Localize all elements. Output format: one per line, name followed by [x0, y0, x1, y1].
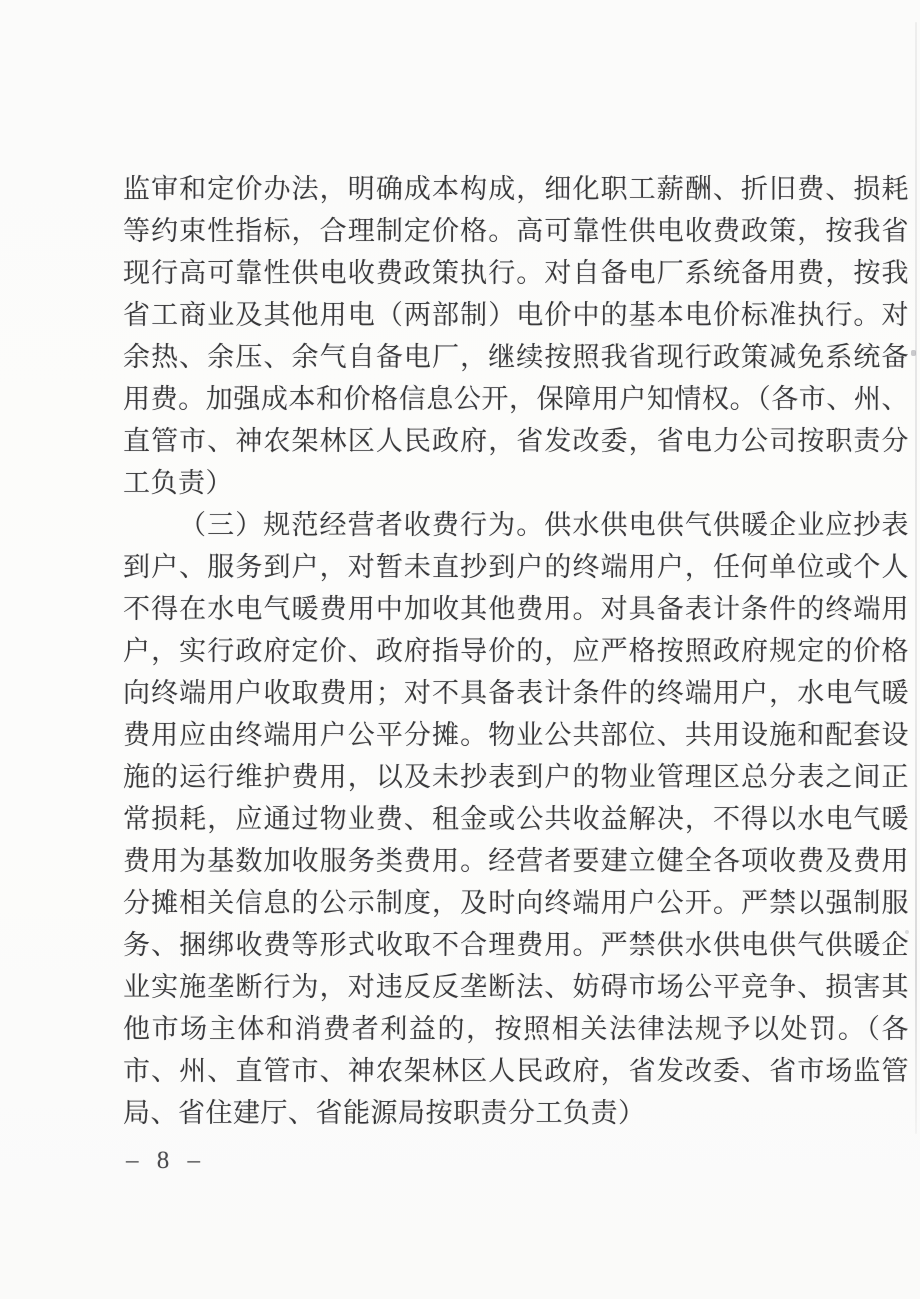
text-line: 现行高可靠性供电收费政策执行。对自备电厂系统备用费，按我	[123, 258, 909, 288]
text-line: 向终端用户收取费用；对不具备表计条件的终端用户，水电气暖	[123, 678, 909, 708]
scan-speck	[905, 930, 909, 934]
text-line: 不得在水电气暖费用中加收其他费用。对具备表计条件的终端用	[123, 594, 909, 624]
scan-edge-artifact	[915, 22, 917, 1134]
text-line: 监审和定价办法，明确成本构成，细化职工薪酬、折旧费、损耗	[123, 174, 909, 204]
paragraph-item-three	[123, 504, 909, 1134]
text-line: 施的运行维护费用，以及未抄表到户的物业管理区总分表之间正	[123, 762, 909, 792]
text-line: 余热、余压、余气自备电厂，继续按照我省现行政策减免系统备	[123, 342, 909, 372]
text-line: 他市场主体和消费者利益的，按照相关法律法规予以处罚。（各	[123, 1014, 909, 1044]
text-line: 省工商业及其他用电（两部制）电价中的基本电价标准执行。对	[123, 300, 909, 330]
text-line: 等约束性指标，合理制定价格。高可靠性供电收费政策，按我省	[123, 216, 909, 246]
text-line: 常损耗，应通过物业费、租金或公共收益解决，不得以水电气暖	[123, 804, 909, 834]
text-line: 工负责）	[123, 468, 233, 498]
text-line: 用费。加强成本和价格信息公开，保障用户知情权。（各市、州、	[123, 384, 909, 414]
text-line: 户，实行政府定价、政府指导价的，应严格按照政府规定的价格	[123, 636, 909, 666]
text-line: 费用为基数加收服务类费用。经营者要建立健全各项收费及费用	[123, 846, 909, 876]
text-line: 分摊相关信息的公示制度，及时向终端用户公开。严禁以强制服	[123, 888, 909, 918]
text-line: 业实施垄断行为，对违反反垄断法、妨碍市场公平竞争、损害其	[123, 972, 909, 1002]
paragraph-continuation	[123, 168, 909, 504]
text-line: 局、省住建厅、省能源局按职责分工负责）	[123, 1098, 646, 1128]
text-line: 务、捆绑收费等形式收取不合理费用。严禁供水供电供气供暖企	[123, 930, 909, 960]
text-line: 费用应由终端用户公平分摊。物业公共部位、共用设施和配套设	[123, 720, 909, 750]
document-body	[123, 168, 909, 1134]
page-number: – 8 –	[126, 1147, 202, 1174]
text-line: 直管市、神农架林区人民政府，省发改委，省电力公司按职责分	[123, 426, 909, 456]
scan-speck	[911, 350, 916, 356]
text-line: 到户、服务到户，对暂未直抄到户的终端用户，任何单位或个人	[123, 552, 909, 582]
text-line: （三）规范经营者收费行为。供水供电供气供暖企业应抄表	[179, 510, 909, 540]
text-line: 市、州、直管市、神农架林区人民政府，省发改委、省市场监管	[123, 1056, 909, 1086]
